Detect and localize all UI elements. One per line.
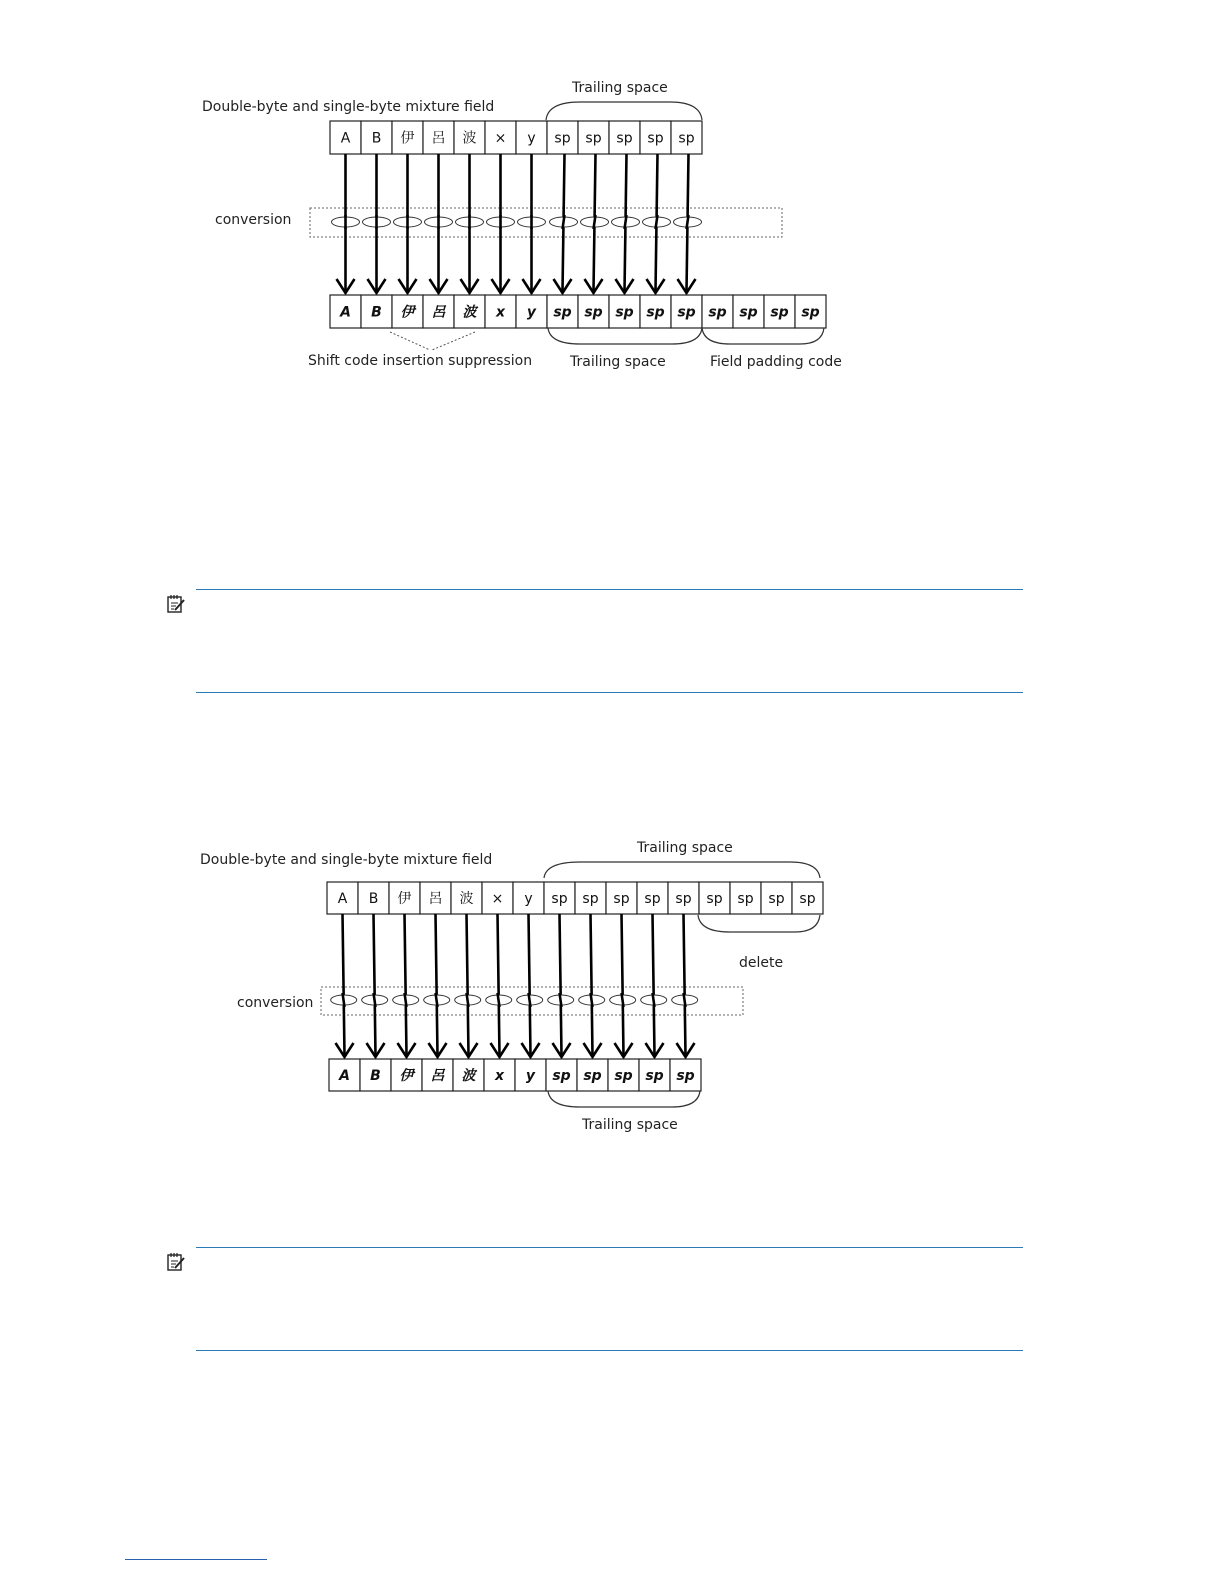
conversion-arrow [436,914,438,1055]
note-icon [166,594,186,614]
delete-brace [698,915,820,932]
bottom-trailing-label: Trailing space [582,1117,678,1133]
source-cell: y [524,891,533,907]
result-cell: 伊 [400,304,415,321]
source-cell: 波 [462,130,477,147]
source-cell: B [368,891,379,907]
result-cell: sp [739,304,758,321]
result-cell: sp [676,1068,695,1084]
result-row [330,295,826,328]
source-cell: sp [613,891,630,907]
result-cell: sp [770,304,789,321]
source-cell: sp [768,891,785,907]
top-trailing-brace [546,102,702,120]
conversion-arrow [498,914,500,1055]
source-cell: sp [706,891,723,907]
delete-label: delete [739,955,784,971]
top-trailing-brace [544,862,820,878]
source-cell: A [337,891,348,907]
result-cell: sp [552,1068,571,1084]
footer-rule [125,1559,267,1560]
conversion-arrow [343,914,345,1055]
result-cell: 呂 [430,1068,445,1084]
result-cell: B [371,304,382,321]
arrow-group [332,154,702,293]
source-cell: sp [551,891,568,907]
source-cell: sp [647,130,664,147]
result-row [329,1059,701,1091]
source-row [330,121,702,154]
source-cell: sp [737,891,754,907]
field-label: Double-byte and single-byte mixture field [200,852,493,868]
arrow-group [331,914,698,1057]
result-cell: B [370,1068,381,1084]
conversion-arrow [560,914,562,1055]
result-cell: sp [677,304,696,321]
source-cell: × [494,130,507,147]
top-trailing-label: Trailing space [637,840,733,856]
result-cell: sp [553,304,572,321]
conversion-arrow [467,914,469,1055]
result-cell: 伊 [399,1068,414,1084]
note-icon [166,1252,186,1272]
field-label: Double-byte and single-byte mixture field [202,99,495,115]
diagram-1 [0,0,1224,410]
note-1-bottom-rule [196,692,1023,693]
note-2-bottom-rule [196,1350,1023,1351]
source-cell: 伊 [400,130,415,147]
result-cell: sp [615,304,634,321]
result-cell: sp [583,1068,602,1084]
result-cell: sp [614,1068,633,1084]
result-cell: 呂 [431,304,446,321]
source-cell: sp [616,130,633,147]
source-cell: B [371,130,382,147]
result-cell: A [340,304,351,321]
source-cell: sp [554,130,571,147]
result-cell: sp [646,304,665,321]
conversion-arrow [684,914,686,1055]
source-cell: sp [799,891,816,907]
result-cell: A [339,1068,350,1084]
result-cell: sp [584,304,603,321]
note-1-top-rule [196,589,1023,590]
source-row [327,882,823,914]
result-cell: x [495,304,506,321]
top-trailing-label: Trailing space [572,80,668,96]
diagram-2 [0,830,1224,1170]
padding-brace [702,328,824,344]
padding-label: Field padding code [710,354,842,370]
source-cell: y [527,130,536,147]
source-cell: sp [675,891,692,907]
result-cell: sp [708,304,727,321]
result-cell: sp [645,1068,664,1084]
conversion-arrow [591,914,593,1055]
conversion-arrow [622,914,624,1055]
source-cell: sp [582,891,599,907]
result-cell: x [494,1068,505,1084]
shift-dotted-lines [390,332,475,350]
source-cell: 波 [459,891,474,907]
source-cell: × [491,891,504,907]
conversion-arrow [653,914,655,1055]
result-cell: 波 [462,304,477,321]
source-cell: 伊 [397,891,412,907]
result-cell: sp [801,304,820,321]
source-cell: sp [585,130,602,147]
shift-label: Shift code insertion suppression [308,353,533,369]
conversion-label: conversion [237,995,314,1011]
note-2-top-rule [196,1247,1023,1248]
conversion-arrow [529,914,531,1055]
source-cell: A [340,130,351,147]
conversion-label: conversion [215,212,292,228]
source-cell: sp [644,891,661,907]
bottom-trailing-label: Trailing space [570,354,666,370]
result-cell: 波 [461,1068,476,1084]
result-cell: y [526,304,537,321]
source-cell: 呂 [431,130,446,147]
bottom-trailing-brace [548,328,702,344]
source-cell: 呂 [428,891,443,907]
result-cell: y [525,1068,536,1084]
bottom-trailing-brace [548,1091,700,1107]
source-cell: sp [678,130,695,147]
conversion-arrow [405,914,407,1055]
conversion-arrow [374,914,376,1055]
